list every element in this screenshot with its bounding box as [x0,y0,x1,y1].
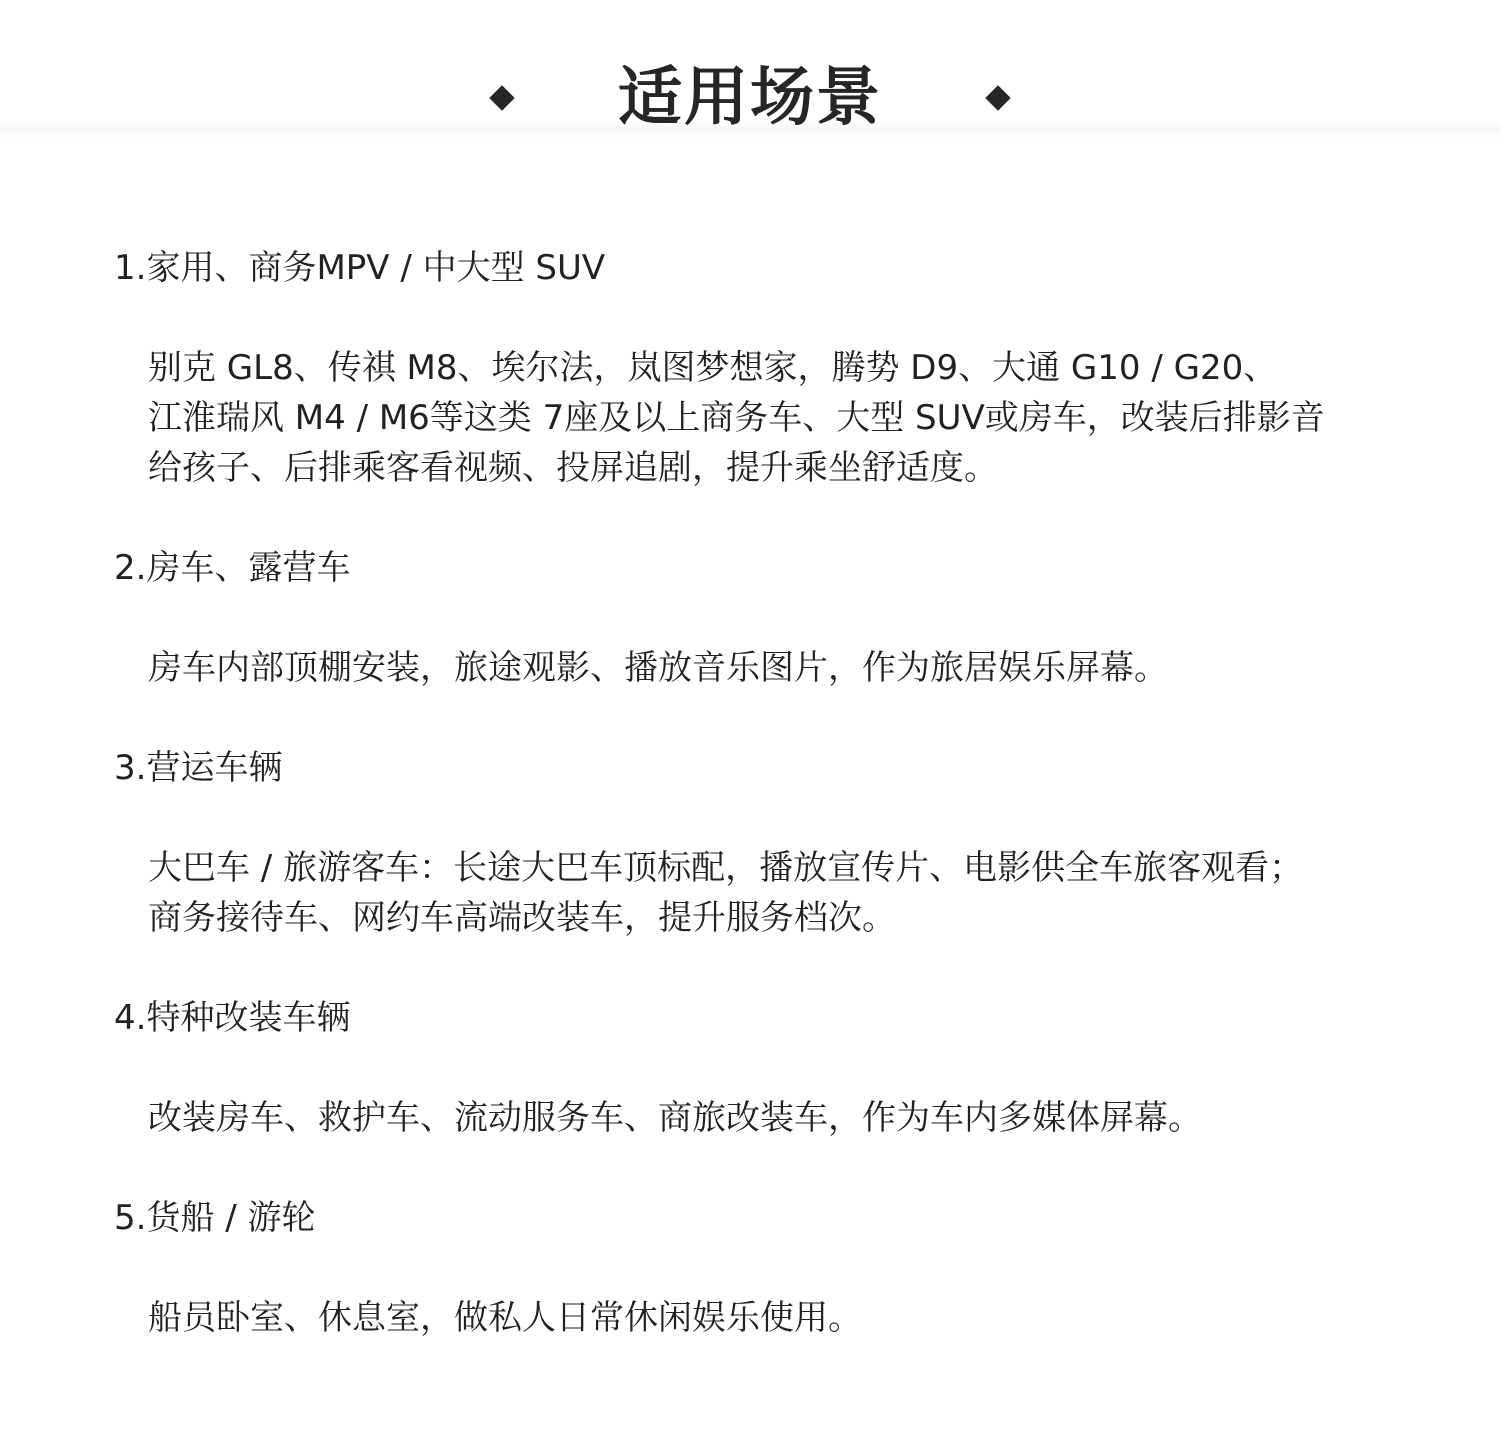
section-heading-5: 5.货船 / 游轮 [114,1198,316,1238]
section-body-5 [148,1293,1388,1343]
section-5-line-1: 船员卧室、休息室，做私人日常休闲娱乐使用。 [148,1298,862,1338]
section-3-line-2: 商务接待车、网约车高端改装车，提升服务档次。 [148,898,896,938]
section-heading-4: 4.特种改装车辆 [114,998,351,1038]
section-heading-3: 3.营运车辆 [114,748,283,788]
section-body-3 [148,843,1388,943]
section-body-4 [148,1093,1388,1143]
section-3-line-1: 大巴车 / 旅游客车：长途大巴车顶标配，播放宣传片、电影供全车旅客观看； [148,848,1304,888]
section-heading-2: 2.房车、露营车 [114,548,351,588]
section-1-line-2: 江淮瑞风 M4 / M6等这类 7座及以上商务车、大型 SUV或房车，改装后排影音 [148,398,1325,438]
section-body-2 [148,643,1388,693]
section-heading-1: 1.家用、商务MPV / 中大型 SUV [114,248,606,288]
title-row [0,58,1500,138]
section-4-line-1: 改装房车、救护车、流动服务车、商旅改装车，作为车内多媒体屏幕。 [148,1098,1202,1138]
section-1-line-3: 给孩子、后排乘客看视频、投屏追剧，提升乘坐舒适度。 [148,448,998,488]
section-2-line-1: 房车内部顶棚安装，旅途观影、播放音乐图片，作为旅居娱乐屏幕。 [148,648,1168,688]
section-body-1 [148,343,1388,493]
section-1-line-1: 别克 GL8、传祺 M8、埃尔法，岚图梦想家，腾势 D9、大通 G10 / G20、 [148,348,1278,388]
page-title: 适用场景 [618,61,882,135]
